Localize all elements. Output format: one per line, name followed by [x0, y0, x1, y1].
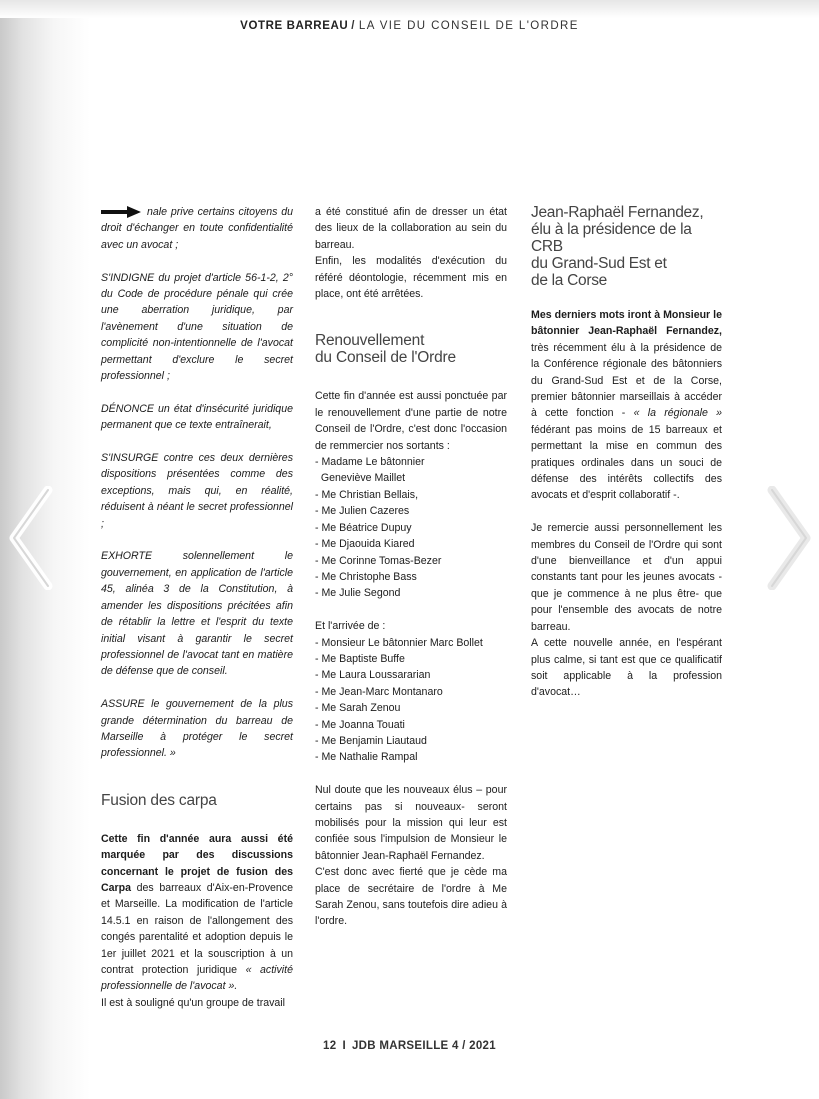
- chevron-left-icon: [8, 486, 54, 590]
- footer-separator: I: [342, 1040, 346, 1052]
- col2-paragraph-4: Nul doute que les nouveaux élus – pour certains pas si nouveaux- seront mobilisés pour la mission qui leur est confiée sous l'impulsion de Monsieur le bâtonnier Jean-Raphaël Fernandez.: [315, 784, 507, 862]
- list-item: - Me Joanna Touati: [315, 718, 405, 731]
- arrivees-list: [315, 635, 507, 766]
- col1-paragraph-4: S'INSURGE contre ces deux dernières dispositions présentées comme des exceptions, mais qui, en réalité, réduisent à néant le secret professionnel ;: [101, 452, 293, 530]
- col3-p1-body: très récemment élu à la présidence de la Conférence régionale des bâtonniers du Grand-Sud Est et de la Corse, premier bâtonnier marseillais à accéder à cette fonction -: [531, 341, 722, 420]
- list-item: - Me Djaouida Kiared: [315, 538, 415, 551]
- col1-p7-quote: « activité professionnelle de l'avocat ».: [101, 963, 293, 993]
- col1-paragraph-5: EXHORTE solennellement le gouvernement, en application de l'article 45, alinéa 3 de la Constitution, à amender les dispositions précitées afin de rétablir la lettre et l'esprit du texte initial visant à garantir le secret professionnel de l'avocat tant en matière de défense que de conseil.: [101, 550, 293, 678]
- heading-line-2: élu à la présidence de la CRB: [531, 221, 692, 255]
- section-heading-renouvellement: [315, 332, 507, 366]
- list-item: - Me Christophe Bass: [315, 570, 417, 583]
- chevron-right-icon: [766, 486, 812, 590]
- list-item: - Me Benjamin Liautaud: [315, 734, 427, 747]
- page-footer: [0, 1040, 819, 1052]
- header-section: VOTRE BARREAU: [240, 20, 349, 32]
- col3-p1-lead: Mes derniers mots iront à Monsieur le bâtonnier Jean-Raphaël Fernandez,: [531, 309, 722, 338]
- col3-paragraph-1: [531, 307, 722, 504]
- list-item: - Me Baptiste Buffe: [315, 652, 405, 665]
- col1-p7-lead: Cette fin d'année aura aussi été marquée par des discussions concernant le projet de fusion des Carpa: [101, 832, 293, 894]
- col3-p1-quote: « la régionale »: [633, 407, 722, 420]
- col1-paragraph-6: ASSURE le gouvernement de la plus grande détermination du barreau de Marseille à protéger le secret professionnel. »: [101, 698, 293, 760]
- column-3: [531, 204, 722, 701]
- arrow-right-icon: [101, 206, 141, 218]
- list-item: - Me Julien Cazeres: [315, 505, 410, 518]
- col2-paragraph-1: a été constitué afin de dresser un état des lieux de la collaboration au sein du barreau.: [315, 206, 507, 251]
- column-2: [315, 204, 507, 930]
- col1-p1-text: nale prive certains citoyens du droit d'échanger en toute confidentialité avec un avocat ;: [101, 206, 293, 251]
- section-heading-fusion: Fusion des carpa: [101, 791, 217, 809]
- list-item: - Madame Le bâtonnier: [315, 456, 425, 469]
- col1-p7-body: des barreaux d'Aix-en-Provence et Marseille. La modification de l'article 14.5.1 en raison de l'allongement des congés parentalité et adoption depuis le 1er juillet 2021 et la souscription à un contrat protection juridique: [101, 881, 293, 976]
- column-1: [101, 204, 293, 1011]
- next-page-button[interactable]: [766, 486, 812, 590]
- col3-p1-end: fédérant pas moins de 15 barreaux et permettant la mise en commun des pratiques ordinales dans un souci de défense des intérêts collectifs des avocats et d'esprit collaboratif -.: [531, 423, 722, 502]
- list-item: - Me Laura Loussararian: [315, 669, 431, 682]
- sortants-list: [315, 454, 507, 602]
- col1-paragraph-1: [101, 204, 293, 253]
- col1-paragraph-3: DÉNONCE un état d'insécurité juridique permanent que ce texte entraînerait,: [101, 402, 293, 432]
- arrivee-label: Et l'arrivée de :: [315, 620, 386, 633]
- list-item: - Monsieur Le bâtonnier Marc Bollet: [315, 636, 483, 649]
- running-header: [0, 20, 819, 32]
- heading-line-1: Jean-Raphaël Fernandez,: [531, 204, 704, 221]
- heading-line-1: Renouvellement: [315, 332, 425, 350]
- col2-paragraph-5: C'est donc avec fierté que je cède ma place de secrétaire de l'ordre à Me Sarah Zenou, sans toutefois dire adieu à l'ordre.: [315, 866, 507, 928]
- heading-line-4: de la Corse: [531, 272, 607, 289]
- col2-paragraph-2: Enfin, les modalités d'exécution du référé déontologie, récemment mis en place, ont été arrêtées.: [315, 255, 507, 301]
- list-item: - Me Nathalie Rampal: [315, 751, 418, 764]
- list-item: - Me Corinne Tomas-Bezer: [315, 554, 442, 567]
- col3-paragraph-3: A cette nouvelle année, en l'espérant plus calme, si tant est que ce qualificatif soit applicable à la profession d'avocat…: [531, 637, 722, 699]
- list-item: - Me Jean-Marc Montanaro: [315, 685, 443, 698]
- list-item: - Me Sarah Zenou: [315, 702, 401, 715]
- col1-paragraph-8: Il est à souligné qu'un groupe de travail: [101, 996, 286, 1009]
- heading-line-2: du Conseil de l'Ordre: [315, 349, 456, 367]
- publication-name: JDB MARSEILLE 4 / 2021: [351, 1040, 496, 1052]
- list-item: - Me Béatrice Dupuy: [315, 521, 412, 534]
- col1-paragraph-2: S'INDIGNE du projet d'article 56-1-2, 2° du Code de procédure pénale qui crée une aberration juridique, par l'avènement d'une situation de complicité non-intentionnelle de l'avocat permettant d'exclure le secret professionnel ;: [101, 271, 293, 383]
- previous-page-button[interactable]: [8, 486, 54, 590]
- header-subtitle: LA VIE DU CONSEIL DE L'ORDRE: [358, 20, 579, 32]
- list-item: - Me Julie Segond: [315, 587, 401, 600]
- col1-paragraph-7: [101, 831, 293, 995]
- list-item: - Me Christian Bellais,: [315, 488, 419, 501]
- heading-line-3: du Grand-Sud Est et: [531, 255, 667, 272]
- list-item: Geneviève Maillet: [315, 472, 406, 485]
- page-number: 12: [323, 1040, 337, 1052]
- page-top-shadow: [0, 0, 819, 18]
- col3-paragraph-2: Je remercie aussi personnellement les membres du Conseil de l'Ordre qui sont d'une bienveillance et d'un appui constants tant pour les jeunes avocats -que je commence à ne plus être- que pour l'ensemble des avocats de notre barreau.: [531, 522, 722, 633]
- header-separator: /: [351, 20, 356, 32]
- col2-paragraph-3: Cette fin d'année est aussi ponctuée par le renouvellement d'une partie de notre Conseil de l'Ordre, c'est donc l'occasion de remmercier nos sortants :: [315, 390, 507, 452]
- section-heading-fernandez: [531, 204, 722, 289]
